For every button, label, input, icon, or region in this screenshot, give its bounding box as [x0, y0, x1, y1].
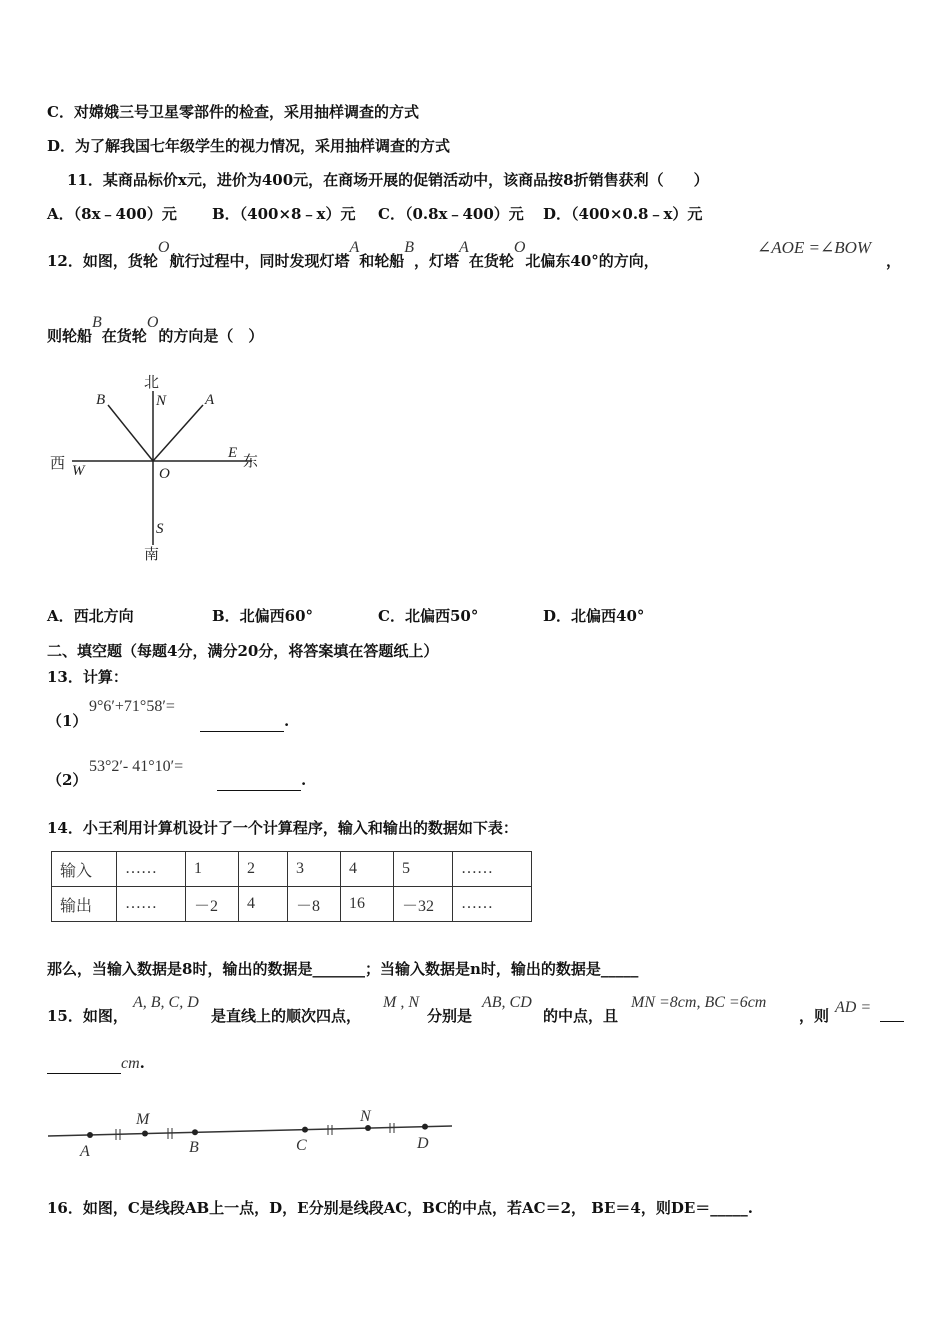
point-c [302, 1127, 308, 1133]
table-cell: －32 [394, 887, 453, 922]
q13-stem: 13．计算： [47, 668, 128, 686]
w-label: W [72, 463, 85, 479]
q13-number: （2） [47, 771, 88, 789]
q15-points: A, B, C, D [133, 994, 199, 1011]
q12-a: A [349, 239, 360, 256]
q12-a: A [459, 239, 469, 256]
table-cell: 3 [288, 852, 341, 887]
north-label: 北 [144, 375, 160, 391]
q15-condition: MN =8cm, BC =6cm [631, 994, 767, 1011]
a-label: A [205, 392, 215, 408]
q13-item-1 [47, 711, 87, 731]
b-label: B [96, 392, 106, 408]
south-label: 南 [144, 547, 160, 563]
q11-option-b: B．（400×8﹣x）元 [212, 205, 356, 223]
point-d [422, 1124, 428, 1130]
table-row [52, 887, 532, 922]
section-heading: 二、填空题（每题4分，满分20分，将答案填在答题纸上） [47, 642, 439, 660]
period: . [139, 1054, 145, 1072]
ray-ob [108, 405, 153, 461]
line [48, 1126, 452, 1136]
q12-text: ，灯塔 [414, 252, 460, 270]
q16: 16．如图，C是线段AB上一点，D，E分别是线段AC，BC的中点，若AC＝2， BE＝4，则DE＝_____. [47, 1199, 753, 1217]
io-table [51, 851, 532, 922]
point-a [87, 1132, 93, 1138]
q12-o: O [157, 239, 170, 256]
q12-b: B [404, 239, 415, 256]
point-b [192, 1129, 198, 1135]
unit-cm: cm [121, 1055, 140, 1072]
q12-b: B [92, 314, 102, 331]
table-row [52, 852, 532, 887]
answer-blank[interactable] [880, 1001, 904, 1022]
q12-text: 12．如图，货轮 [47, 252, 158, 270]
q13-item-2 [47, 770, 87, 790]
table-cell: …… [453, 852, 532, 887]
label-a: A [80, 1143, 90, 1160]
q12-text: 和轮船 [359, 252, 405, 270]
q13-expr-2: 53°2′- 41°10′= [89, 758, 184, 775]
q15-segments: AB, CD [482, 994, 532, 1011]
period: . [284, 712, 290, 730]
q13-blank-2 [217, 770, 306, 791]
q15-text-4: 的中点，且 [543, 1007, 619, 1025]
answer-blank[interactable] [200, 711, 284, 732]
q15-line2 [47, 1053, 145, 1074]
table-cell: …… [453, 887, 532, 922]
q12-condition: ∠AOE =∠BOW [757, 238, 872, 257]
label-d: D [417, 1135, 429, 1152]
q12-o: O [513, 239, 526, 256]
q12-comma: ， [886, 252, 902, 270]
q12-option-c: C．北偏西50° [378, 607, 479, 625]
west-label: 西 [50, 456, 66, 472]
table-cell: 16 [341, 887, 394, 922]
table-cell: －2 [186, 887, 239, 922]
q11-stem: 11．某商品标价x元，进价为400元，在商场开展的促销活动中，该商品按8折销售获利（ ） [67, 171, 709, 189]
q12-option-b: B．北偏西60° [212, 607, 314, 625]
q12-text: 的方向是（ ） [158, 327, 264, 345]
table-cell: …… [117, 887, 186, 922]
q15-text-5: ，则 [799, 1007, 830, 1025]
table-cell: 2 [239, 852, 288, 887]
q12-text: 则轮船 [47, 327, 93, 345]
label-n: N [360, 1108, 371, 1125]
s-label: S [156, 521, 164, 537]
answer-blank[interactable] [217, 770, 301, 791]
q15-text-3: 分别是 [427, 1007, 473, 1025]
q15-text-2: 是直线上的顺次四点， [211, 1007, 362, 1025]
e-label: E [228, 445, 238, 461]
q12-text: 在货轮 [468, 252, 514, 270]
table-cell: －8 [288, 887, 341, 922]
q12-o: O [146, 314, 159, 331]
q11-option-a: A．（8x﹣400）元 [47, 205, 177, 223]
q12-option-a: A．西北方向 [47, 607, 134, 625]
option-c-q10: C．对嫦娥三号卫星零部件的检查，采用抽样调查的方式 [47, 103, 419, 121]
point-m [142, 1131, 148, 1137]
q15-ad: AD = [835, 999, 872, 1016]
q14-follow: 那么，当输入数据是8时，输出的数据是_______；当输入数据是n时，输出的数据是_____ [47, 960, 639, 978]
table-cell: 1 [186, 852, 239, 887]
q11-option-c: C．（0.8x﹣400）元 [378, 205, 524, 223]
q12-text: 航行过程中，同时发现灯塔 [169, 252, 350, 270]
compass-figure [40, 365, 280, 565]
label-b: B [189, 1139, 199, 1156]
table-cell: 输入 [52, 852, 117, 887]
table-cell: 输出 [52, 887, 117, 922]
q11-option-d: D．（400×0.8﹣x）元 [543, 205, 703, 223]
q12-text: 北偏东40°的方向， [525, 252, 659, 270]
table-cell: 5 [394, 852, 453, 887]
q12-line1 [47, 239, 659, 272]
answer-blank[interactable] [47, 1053, 121, 1074]
label-c: C [296, 1137, 307, 1154]
q12-line2 [47, 314, 264, 347]
east-label: 东 [243, 454, 259, 470]
o-label: O [159, 466, 170, 482]
option-d-q10: D．为了解我国七年级学生的视力情况，采用抽样调查的方式 [47, 137, 451, 155]
table-cell: 4 [239, 887, 288, 922]
period: . [301, 771, 307, 789]
q15-mn: M , N [383, 994, 419, 1011]
table-cell: …… [117, 852, 186, 887]
q12-option-d: D．北偏西40° [543, 607, 645, 625]
table-cell: 4 [341, 852, 394, 887]
label-m: M [136, 1111, 150, 1128]
q15-text-1: 15．如图， [47, 1007, 128, 1025]
point-n [365, 1125, 371, 1131]
q12-text: 在货轮 [101, 327, 147, 345]
q13-number: （1） [47, 712, 88, 730]
q13-expr-1: 9°6′+71°58′= [89, 698, 175, 715]
n-label: N [156, 393, 167, 409]
q14-stem: 14．小王利用计算机设计了一个计算程序，输入和输出的数据如下表： [47, 819, 518, 837]
ray-oa [153, 405, 203, 461]
q13-blank-1 [200, 711, 289, 732]
number-line-figure [40, 1098, 460, 1168]
